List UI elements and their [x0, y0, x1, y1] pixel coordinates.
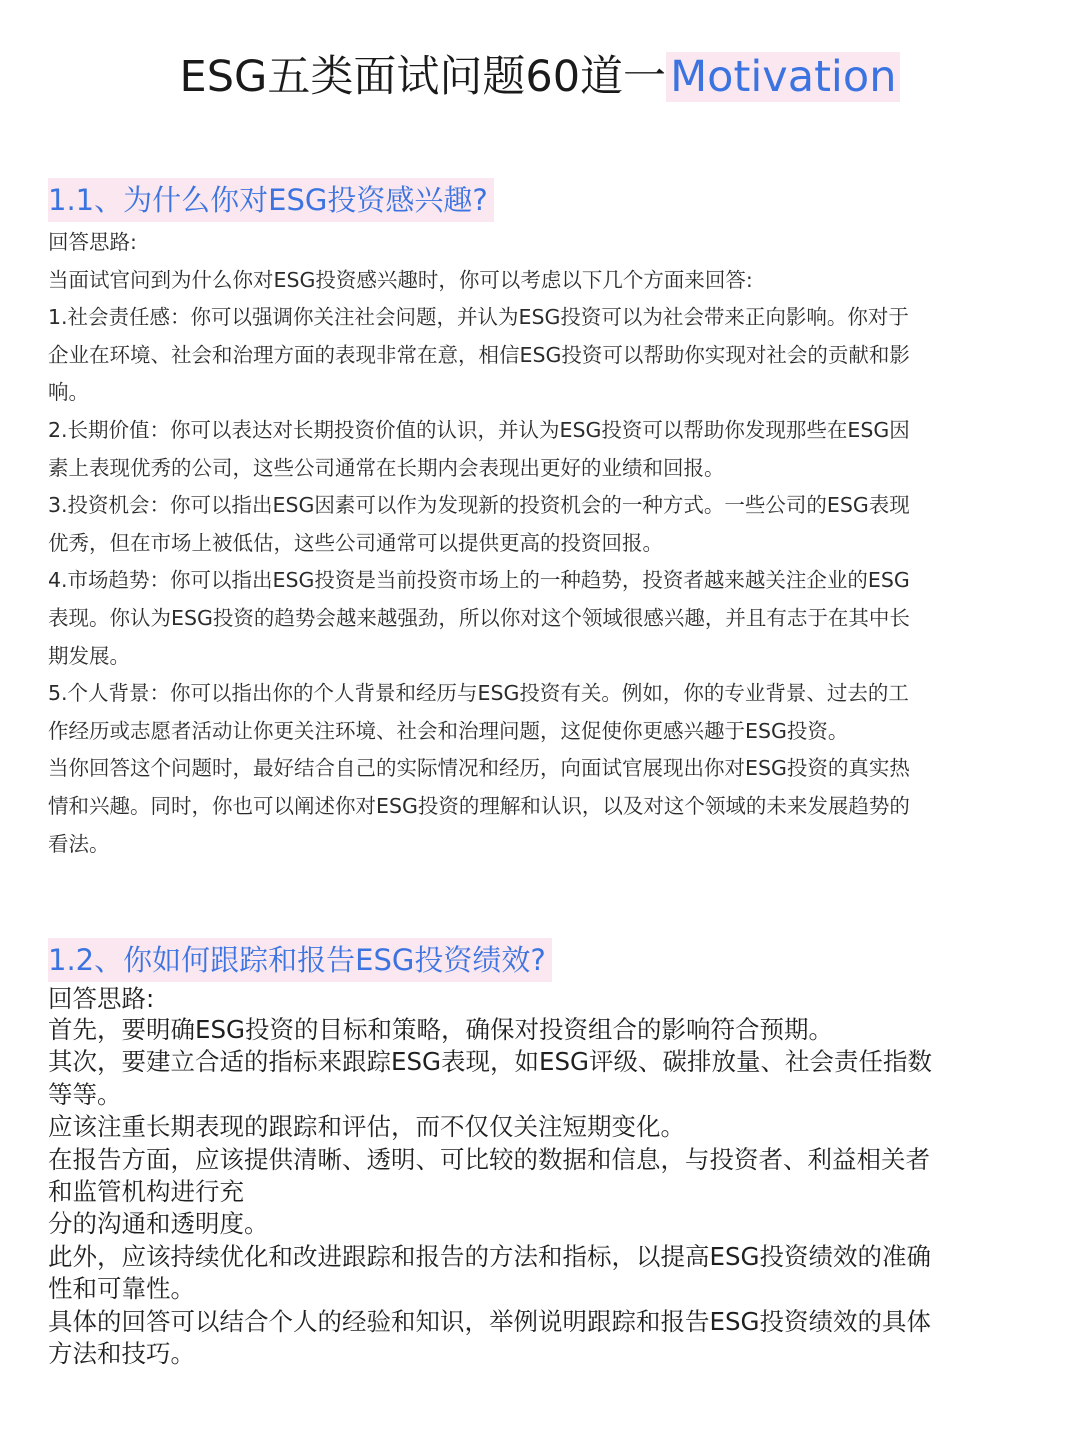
answer-line: 素上表现优秀的公司，这些公司通常在长期内会表现出更好的业绩和回报。 — [48, 455, 725, 480]
answer-line: 具体的回答可以结合个人的经验和知识，举例说明跟踪和报告ESG投资绩效的具体 — [48, 1306, 932, 1336]
answer-line: 分的沟通和透明度。 — [48, 1209, 269, 1239]
answer-line: 当面试官问到为什么你对ESG投资感兴趣时，你可以考虑以下几个方面来回答: — [48, 267, 753, 292]
answer-line: 2.长期价值：你可以表达对长期投资价值的认识，并认为ESG投资可以帮助你发现那些在ESG因 — [48, 417, 910, 442]
question-section-2 — [48, 938, 1038, 1370]
answer-line: 回答思路: — [48, 230, 137, 254]
answer-line: 此外，应该持续优化和改进跟踪和报告的方法和指标，以提高ESG投资绩效的准确 — [48, 1241, 932, 1271]
answer-line: 响。 — [48, 380, 89, 405]
question-heading: 1.1、为什么你对ESG投资感兴趣? — [48, 178, 494, 222]
answer-line: 3.投资机会：你可以指出ESG因素可以作为发现新的投资机会的一种方式。一些公司的ESG表现 — [48, 493, 910, 518]
answer-line: 其次，要建立合适的指标来跟踪ESG表现，如ESG评级、碳排放量、社会责任指数 — [48, 1047, 933, 1077]
answer-line: 方法和技巧。 — [48, 1339, 195, 1369]
answer-line: 优秀，但在市场上被低估，这些公司通常可以提供更高的投资回报。 — [48, 530, 663, 555]
answer-line: 在报告方面，应该提供清晰、透明、可比较的数据和信息，与投资者、利益相关者 — [48, 1144, 930, 1174]
answer-line: 回答思路: — [48, 984, 155, 1013]
answer-body — [48, 224, 1038, 863]
answer-line: 企业在环境、社会和治理方面的表现非常在意，相信ESG投资可以帮助你实现对社会的贡献和影 — [48, 342, 910, 367]
answer-line: 首先，要明确ESG投资的目标和策略，确保对投资组合的影响符合预期。 — [48, 1015, 834, 1044]
answer-body — [48, 984, 1038, 1370]
answer-line: 5.个人背景：你可以指出你的个人背景和经历与ESG投资有关。例如，你的专业背景、过去的工 — [48, 681, 909, 706]
answer-line: 性和可靠性。 — [48, 1274, 195, 1304]
answer-line: 情和兴趣。同时，你也可以阐述你对ESG投资的理解和认识，以及对这个领域的未来发展趋势的 — [48, 793, 910, 818]
answer-line: 应该注重长期表现的跟踪和评估，而不仅仅关注短期变化。 — [48, 1112, 685, 1142]
answer-line: 和监管机构进行充 — [48, 1177, 244, 1207]
question-heading: 1.2、你如何跟踪和报告ESG投资绩效? — [48, 938, 552, 982]
answer-line: 期发展。 — [48, 643, 130, 668]
answer-line: 等等。 — [48, 1079, 122, 1109]
answer-line: 表现。你认为ESG投资的趋势会越来越强劲，所以你对这个领域很感兴趣，并且有志于在其中长 — [48, 605, 910, 630]
question-section-1 — [48, 178, 1038, 863]
answer-line: 当你回答这个问题时，最好结合自己的实际情况和经历，向面试官展现出你对ESG投资的真实热 — [48, 756, 910, 781]
answer-line: 1.社会责任感：你可以强调你关注社会问题，并认为ESG投资可以为社会带来正向影响。你对于 — [48, 305, 909, 330]
answer-line: 作经历或志愿者活动让你更关注环境、社会和治理问题，这促使你更感兴趣于ESG投资。 — [48, 718, 849, 743]
title-main: ESG五类面试问题60道一 — [179, 52, 667, 102]
answer-line: 4.市场趋势：你可以指出ESG投资是当前投资市场上的一种趋势，投资者越来越关注企业的ESG — [48, 568, 910, 593]
title-highlight: Motivation — [666, 52, 900, 102]
page-title — [0, 46, 1080, 108]
answer-line: 看法。 — [48, 831, 110, 856]
